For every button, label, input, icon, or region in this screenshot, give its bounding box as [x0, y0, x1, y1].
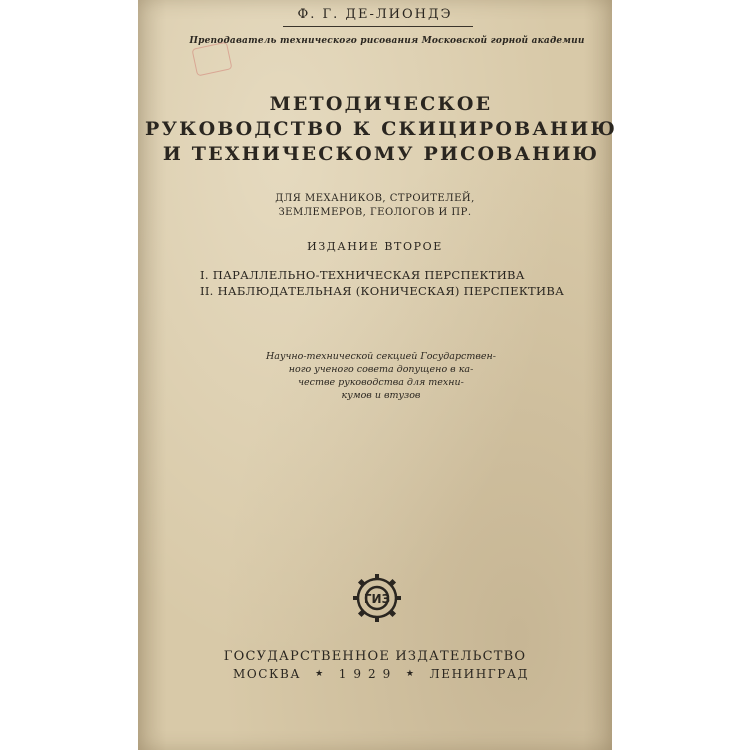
title-line: И ТЕХНИЧЕСКОМУ РИСОВАНИЮ [162, 143, 600, 165]
imprint-line [144, 667, 618, 681]
star-icon: ★ [405, 669, 416, 679]
approval-line: кумов и втузов [341, 390, 421, 401]
book-parts-list [200, 267, 600, 299]
imprint-year: 1 9 2 9 [338, 667, 392, 681]
part-item: I. ПАРАЛЛЕЛЬНО-ТЕХНИЧЕСКАЯ ПЕРСПЕКТИВА [200, 268, 525, 282]
author-underline [283, 26, 473, 27]
imprint-city-left: МОСКВА [232, 667, 302, 681]
book-title [144, 92, 618, 167]
subtitle-line: ДЛЯ МЕХАНИКОВ, СТРОИТЕЛЕЙ, [275, 193, 475, 204]
publisher-logo-text: ГИЗ [363, 592, 391, 606]
approval-line: Научно-технической секцией Государствен- [266, 351, 496, 362]
publisher-name: ГОСУДАРСТВЕННОЕ ИЗДАТЕЛЬСТВО [223, 649, 527, 664]
author-name: Ф. Г. ДЕ-ЛИОНДЭ [297, 7, 453, 22]
book-subtitle [138, 192, 612, 220]
author-affiliation: Преподаватель технического рисования Московской горной академии [189, 36, 585, 46]
faded-stamp-mark [191, 42, 232, 77]
star-icon: ★ [315, 669, 325, 679]
title-line: МЕТОДИЧЕСКОЕ [269, 93, 493, 115]
title-page [138, 0, 618, 750]
subtitle-line: ЗЕМЛЕМЕРОВ, ГЕОЛОГОВ И ПР. [278, 207, 472, 218]
edition-label: ИЗДАНИЕ ВТОРОЕ [307, 240, 443, 253]
imprint-city-right: ЛЕНИНГРАД [429, 667, 530, 681]
part-item: II. НАБЛЮДАТЕЛЬНАЯ (КОНИЧЕСКАЯ) ПЕРСПЕКТИВА [200, 284, 565, 298]
approval-line: честве руководства для техни- [298, 377, 464, 388]
approval-note [144, 350, 618, 402]
title-line: РУКОВОДСТВО К СКИЦИРОВАНИЮ [144, 118, 618, 140]
approval-line: ного ученого совета допущено в ка- [288, 364, 474, 375]
publisher-logo-icon [351, 572, 403, 624]
